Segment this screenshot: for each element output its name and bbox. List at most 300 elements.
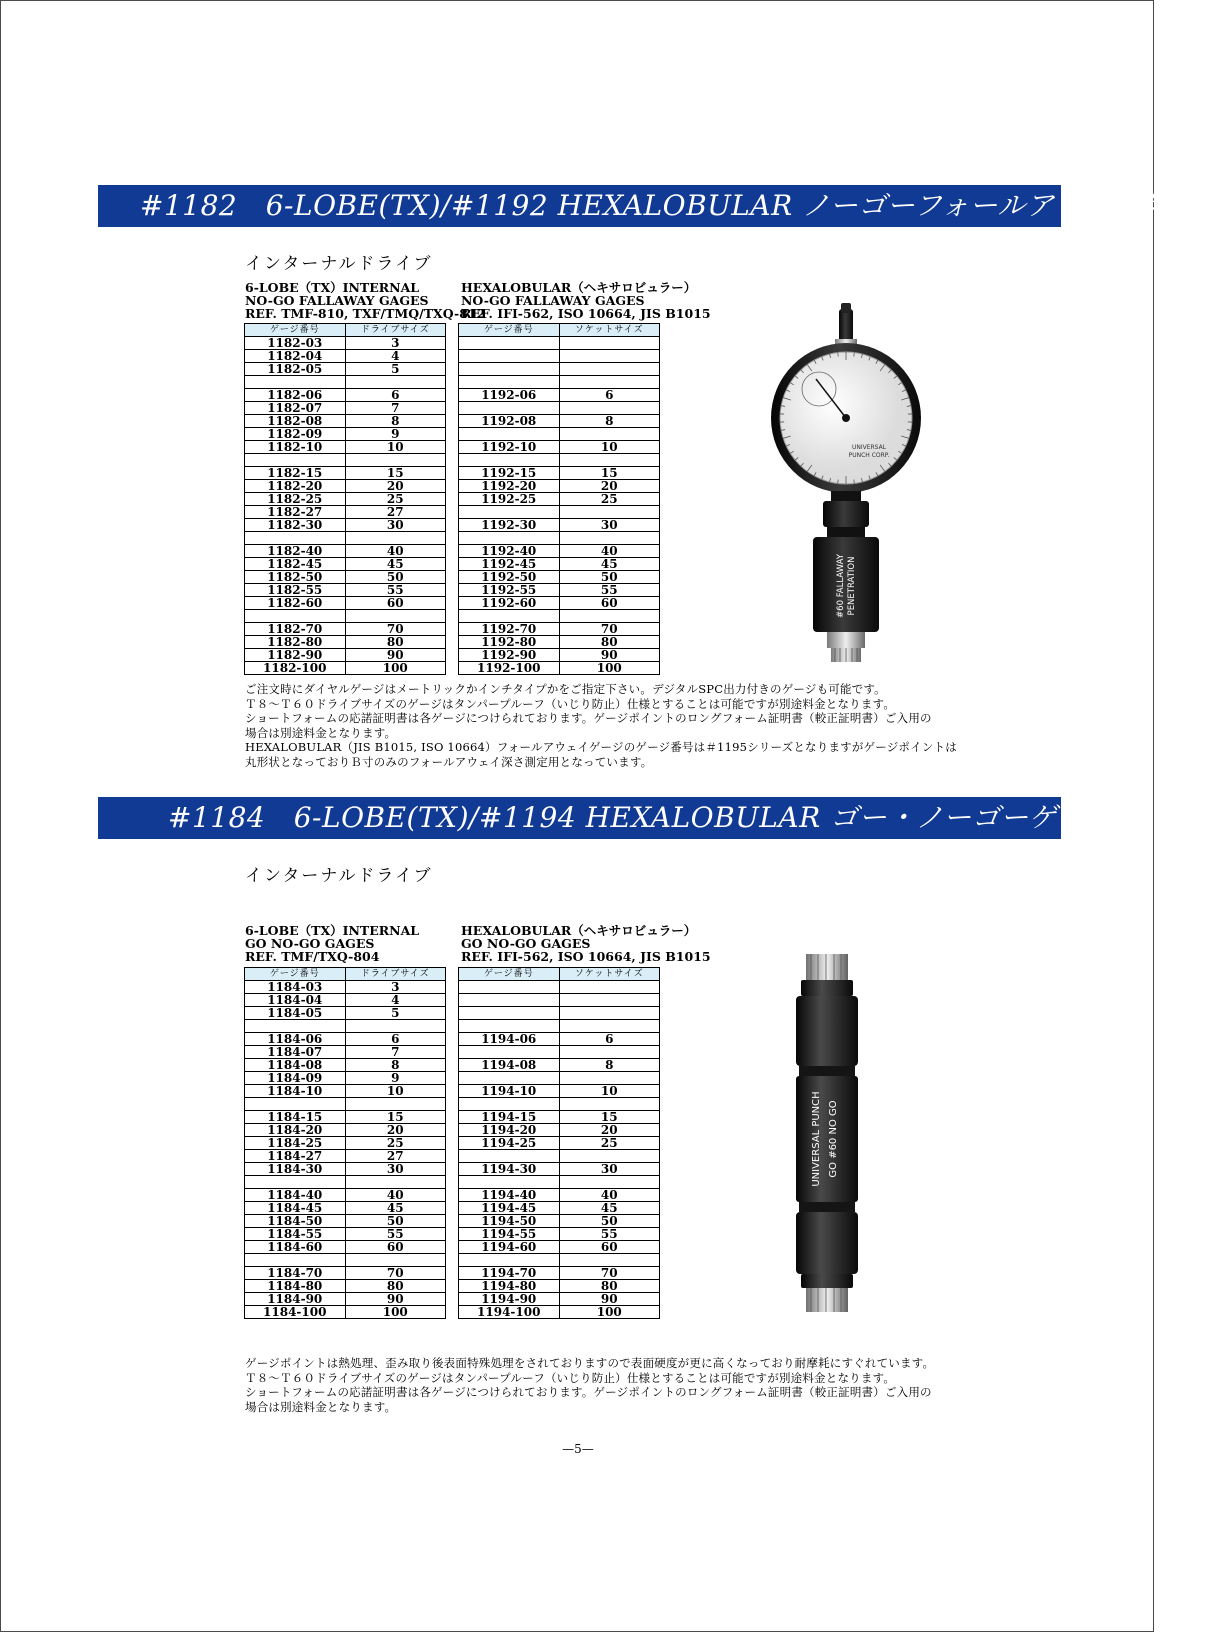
section1-right-header: [461, 281, 711, 320]
size-cell: 8: [559, 1059, 660, 1072]
table-row: [245, 1072, 446, 1085]
gauge-number-cell: 1184-07: [245, 1046, 346, 1059]
gauge-body-text2: PENETRATION: [847, 556, 857, 616]
size-cell: 80: [345, 636, 446, 649]
size-cell: [345, 376, 446, 389]
size-cell: 20: [345, 1124, 446, 1137]
size-cell: 45: [559, 1202, 660, 1215]
gauge-number-cell: 1182-06: [245, 389, 346, 402]
gauge-number-cell: [459, 337, 560, 350]
table-row: [459, 1280, 660, 1293]
table-header-row: [245, 324, 446, 337]
size-cell: [559, 506, 660, 519]
size-cell: 15: [559, 467, 660, 480]
size-cell: 4: [345, 350, 446, 363]
gauge-number-cell: 1182-07: [245, 402, 346, 415]
gauge-number-cell: 1194-25: [459, 1137, 560, 1150]
gauge-body-text2: GO #60 NO GO: [828, 1100, 839, 1178]
table-row: [245, 1020, 446, 1033]
size-cell: [559, 1046, 660, 1059]
gauge-number-cell: 1182-30: [245, 519, 346, 532]
size-cell: 9: [345, 1072, 446, 1085]
gauge-number-cell: 1194-70: [459, 1267, 560, 1280]
size-cell: 90: [559, 649, 660, 662]
size-cell: [559, 337, 660, 350]
gauge-number-cell: 1184-20: [245, 1124, 346, 1137]
size-cell: 4: [345, 994, 446, 1007]
table-row: [459, 480, 660, 493]
gauge-number-cell: 1182-90: [245, 649, 346, 662]
table-row: [245, 376, 446, 389]
gauge-number-cell: [459, 981, 560, 994]
size-cell: 30: [345, 519, 446, 532]
table-row: [245, 1033, 446, 1046]
size-cell: 90: [345, 649, 446, 662]
size-cell: 20: [559, 480, 660, 493]
table-row: [459, 376, 660, 389]
gauge-number-header: ゲージ番号: [459, 968, 560, 981]
table-row: [245, 1267, 446, 1280]
size-cell: [559, 454, 660, 467]
table-row: [245, 1241, 446, 1254]
gauge-number-cell: 1184-45: [245, 1202, 346, 1215]
table-row: [245, 994, 446, 1007]
table-row: [459, 1046, 660, 1059]
gauge-number-cell: [459, 363, 560, 376]
table-row: [459, 994, 660, 1007]
section1-subheading: インターナルドライブ: [245, 254, 433, 274]
size-cell: 50: [559, 1215, 660, 1228]
gauge-number-cell: [459, 610, 560, 623]
size-cell: 7: [345, 1046, 446, 1059]
table-row: [245, 1176, 446, 1189]
gauge-number-cell: [459, 1020, 560, 1033]
size-cell: [559, 981, 660, 994]
size-cell: 10: [559, 1085, 660, 1098]
table-row: [245, 532, 446, 545]
size-cell: 8: [345, 1059, 446, 1072]
gauge-number-cell: 1182-55: [245, 584, 346, 597]
table-row: [245, 981, 446, 994]
gauge-number-cell: 1192-45: [459, 558, 560, 571]
gauge-number-cell: [459, 350, 560, 363]
gauge-number-cell: [459, 506, 560, 519]
table-row: [459, 1189, 660, 1202]
gauge-number-cell: 1194-45: [459, 1202, 560, 1215]
size-cell: 70: [345, 623, 446, 636]
gauge-number-cell: 1184-10: [245, 1085, 346, 1098]
table-row: [459, 571, 660, 584]
table-row: [245, 480, 446, 493]
table-row: [459, 1007, 660, 1020]
section1-left-table: [244, 323, 446, 675]
size-cell: 10: [345, 1085, 446, 1098]
gauge-number-cell: 1194-55: [459, 1228, 560, 1241]
gauge-number-cell: 1192-50: [459, 571, 560, 584]
table-row: [459, 1202, 660, 1215]
size-cell: 50: [559, 571, 660, 584]
size-cell: 80: [559, 636, 660, 649]
table-row: [245, 649, 446, 662]
header-line: REF. IFI-562, ISO 10664, JIS B1015: [461, 306, 711, 321]
gauge-number-cell: 1192-70: [459, 623, 560, 636]
table-row: [459, 1137, 660, 1150]
gauge-number-cell: 1182-27: [245, 506, 346, 519]
header-line: NO-GO FALLAWAY GAGES: [245, 293, 429, 308]
size-cell: 45: [345, 1202, 446, 1215]
table-row: [459, 1059, 660, 1072]
gauge-number-cell: 1184-04: [245, 994, 346, 1007]
size-cell: 55: [559, 584, 660, 597]
size-cell: [345, 454, 446, 467]
gauge-number-cell: [459, 1072, 560, 1085]
table-row: [245, 402, 446, 415]
size-cell: 70: [559, 1267, 660, 1280]
table-row: [459, 532, 660, 545]
gauge-number-cell: 1182-03: [245, 337, 346, 350]
size-cell: 27: [345, 506, 446, 519]
size-cell: 40: [345, 1189, 446, 1202]
gauge-number-cell: [459, 532, 560, 545]
header-line: HEXALOBULAR（ヘキサロビュラー）: [461, 923, 697, 938]
note-line: ご注文時にダイヤルゲージはメートリックかインチタイプかをご指定下さい。デジタルSPC出力付きのゲージも可能です。: [245, 682, 886, 696]
table-header-row: [459, 968, 660, 981]
size-cell: [559, 994, 660, 1007]
gauge-number-cell: 1182-04: [245, 350, 346, 363]
section1-notes: [245, 682, 957, 769]
gauge-number-cell: [245, 1254, 346, 1267]
gauge-number-cell: [245, 610, 346, 623]
table-row: [245, 467, 446, 480]
table-row: [459, 350, 660, 363]
table-header-row: [245, 968, 446, 981]
size-cell: 30: [345, 1163, 446, 1176]
gauge-number-cell: 1184-60: [245, 1241, 346, 1254]
gauge-number-cell: [245, 532, 346, 545]
gauge-number-cell: [245, 1098, 346, 1111]
table-row: [459, 1215, 660, 1228]
size-cell: [345, 1254, 446, 1267]
gauge-number-cell: 1192-90: [459, 649, 560, 662]
gauge-number-cell: [245, 454, 346, 467]
table-row: [459, 337, 660, 350]
gauge-number-cell: 1184-80: [245, 1280, 346, 1293]
table-row: [459, 506, 660, 519]
size-cell: 20: [559, 1124, 660, 1137]
dial-brand-line1: UNIVERSAL: [851, 444, 887, 451]
size-cell: 6: [559, 389, 660, 402]
header-line: HEXALOBULAR（ヘキサロビュラー）: [461, 280, 697, 295]
note-line: ゲージポイントは熱処理、歪み取り後表面特殊処理をされておりますので表面硬度が更に高くなっており耐摩耗にすぐれています。: [245, 1356, 935, 1370]
size-cell: [559, 363, 660, 376]
size-cell: 70: [345, 1267, 446, 1280]
table-row: [245, 337, 446, 350]
size-cell: 5: [345, 363, 446, 376]
gauge-number-cell: [459, 994, 560, 1007]
gauge-number-cell: 1194-10: [459, 1085, 560, 1098]
gauge-number-cell: 1192-06: [459, 389, 560, 402]
size-cell: [559, 532, 660, 545]
size-cell: [559, 1098, 660, 1111]
gauge-number-cell: 1192-100: [459, 662, 560, 675]
note-line: ショートフォームの応諾証明書は各ゲージにつけられております。ゲージポイントのロングフォーム証明書（較正証明書）ご入用の: [245, 1385, 932, 1399]
size-cell: 25: [559, 1137, 660, 1150]
size-cell: 3: [345, 337, 446, 350]
size-cell: [559, 610, 660, 623]
gauge-number-cell: 1192-10: [459, 441, 560, 454]
gauge-number-cell: 1184-15: [245, 1111, 346, 1124]
size-cell: 100: [345, 662, 446, 675]
gauge-number-cell: [245, 1020, 346, 1033]
size-cell: 50: [345, 1215, 446, 1228]
section2-left-table: [244, 967, 446, 1319]
size-cell: [345, 532, 446, 545]
size-cell: 15: [345, 1111, 446, 1124]
gauge-number-cell: [459, 454, 560, 467]
gauge-number-cell: [245, 1176, 346, 1189]
size-cell: 25: [559, 493, 660, 506]
gauge-number-cell: [459, 1176, 560, 1189]
size-cell: 55: [345, 1228, 446, 1241]
table-row: [459, 1072, 660, 1085]
size-cell: 30: [559, 1163, 660, 1176]
table-row: [459, 1150, 660, 1163]
table-row: [459, 1163, 660, 1176]
gauge-number-cell: 1192-80: [459, 636, 560, 649]
table-row: [245, 1007, 446, 1020]
gauge-number-cell: 1192-25: [459, 493, 560, 506]
size-cell: 9: [345, 428, 446, 441]
gauge-number-cell: 1184-06: [245, 1033, 346, 1046]
size-cell: [559, 1020, 660, 1033]
size-cell: 45: [345, 558, 446, 571]
table-row: [459, 623, 660, 636]
note-line: Ｔ８～Ｔ６０ドライブサイズのゲージはタンパープルーフ（いじり防止）仕様とすることは可能ですが別途料金となります。: [245, 1370, 896, 1385]
size-cell: 90: [559, 1293, 660, 1306]
size-cell: 6: [345, 389, 446, 402]
gauge-number-cell: 1182-60: [245, 597, 346, 610]
size-cell: 60: [345, 1241, 446, 1254]
table-row: [459, 981, 660, 994]
table-row: [245, 636, 446, 649]
table-row: [245, 389, 446, 402]
table-row: [459, 1176, 660, 1189]
table-row: [245, 506, 446, 519]
gauge-number-cell: [459, 1098, 560, 1111]
table-row: [245, 1150, 446, 1163]
size-cell: 55: [559, 1228, 660, 1241]
gauge-number-header: ゲージ番号: [459, 324, 560, 337]
size-cell: 45: [559, 558, 660, 571]
size-cell: [345, 1020, 446, 1033]
table-row: [245, 441, 446, 454]
gauge-number-cell: 1184-08: [245, 1059, 346, 1072]
table-row: [245, 1137, 446, 1150]
table-row: [245, 1254, 446, 1267]
gauge-number-cell: 1184-27: [245, 1150, 346, 1163]
table-row: [459, 1020, 660, 1033]
gauge-number-cell: 1184-90: [245, 1293, 346, 1306]
table-row: [459, 1306, 660, 1319]
gauge-number-cell: 1192-30: [459, 519, 560, 532]
table-row: [459, 1254, 660, 1267]
section2-subheading: インターナルドライブ: [245, 866, 433, 886]
table-row: [245, 571, 446, 584]
table-row: [459, 662, 660, 675]
gauge-number-cell: [459, 376, 560, 389]
size-cell: 5: [345, 1007, 446, 1020]
size-header: ドライブサイズ: [345, 968, 446, 981]
gauge-number-cell: 1184-70: [245, 1267, 346, 1280]
table-row: [459, 584, 660, 597]
table-row: [459, 1111, 660, 1124]
gauge-number-cell: 1194-30: [459, 1163, 560, 1176]
gauge-number-cell: 1194-90: [459, 1293, 560, 1306]
table-row: [245, 1293, 446, 1306]
section2-left-header: [245, 924, 419, 963]
table-row: [459, 1293, 660, 1306]
table-row: [245, 1111, 446, 1124]
table-row: [245, 558, 446, 571]
gauge-number-cell: 1192-40: [459, 545, 560, 558]
header-line: REF. IFI-562, ISO 10664, JIS B1015: [461, 949, 711, 964]
gauge-number-cell: 1184-03: [245, 981, 346, 994]
gauge-number-cell: 1184-09: [245, 1072, 346, 1085]
gauge-number-cell: 1182-09: [245, 428, 346, 441]
gauge-body-text1: #60 FALLAWAY: [836, 554, 846, 618]
size-cell: 40: [559, 545, 660, 558]
gauge-number-cell: 1194-08: [459, 1059, 560, 1072]
section2-notes: [245, 1356, 934, 1414]
size-cell: 25: [345, 1137, 446, 1150]
gauge-number-cell: 1194-15: [459, 1111, 560, 1124]
size-cell: [559, 1072, 660, 1085]
gauge-number-cell: 1182-08: [245, 415, 346, 428]
size-cell: 8: [345, 415, 446, 428]
gauge-number-cell: 1194-80: [459, 1280, 560, 1293]
table-row: [459, 610, 660, 623]
size-cell: 15: [345, 467, 446, 480]
table-row: [459, 415, 660, 428]
table-row: [459, 363, 660, 376]
size-cell: 6: [559, 1033, 660, 1046]
gauge-number-cell: [459, 1150, 560, 1163]
table-row: [459, 519, 660, 532]
gauge-number-cell: 1184-30: [245, 1163, 346, 1176]
gauge-number-cell: 1182-15: [245, 467, 346, 480]
note-line: 丸形状となっておりＢ寸のみのフォールアウェイ深さ測定用となっています。: [245, 754, 653, 769]
gauge-number-cell: 1194-40: [459, 1189, 560, 1202]
size-cell: 40: [345, 545, 446, 558]
table-row: [245, 428, 446, 441]
table-row: [245, 1046, 446, 1059]
size-cell: 27: [345, 1150, 446, 1163]
table-row: [245, 493, 446, 506]
size-cell: 60: [559, 1241, 660, 1254]
size-header: ドライブサイズ: [345, 324, 446, 337]
header-line: REF. TMF-810, TXF/TMQ/TXQ-812: [245, 306, 486, 321]
table-row: [245, 1202, 446, 1215]
table-row: [245, 597, 446, 610]
table-row: [245, 1124, 446, 1137]
table-row: [459, 389, 660, 402]
dial-brand-line2: PUNCH CORP.: [848, 452, 890, 459]
gauge-number-cell: 1194-06: [459, 1033, 560, 1046]
size-cell: 100: [559, 1306, 660, 1319]
gauge-number-cell: 1182-100: [245, 662, 346, 675]
size-cell: 55: [345, 584, 446, 597]
gauge-number-cell: 1192-08: [459, 415, 560, 428]
dial-tick: [854, 480, 855, 484]
size-header: ソケットサイズ: [559, 324, 660, 337]
table-row: [245, 662, 446, 675]
table-row: [245, 1085, 446, 1098]
table-row: [459, 1241, 660, 1254]
size-header: ソケットサイズ: [559, 968, 660, 981]
size-cell: [559, 350, 660, 363]
size-cell: [559, 402, 660, 415]
size-cell: [345, 1176, 446, 1189]
gauge-number-cell: 1182-20: [245, 480, 346, 493]
size-cell: 25: [345, 493, 446, 506]
size-cell: 40: [559, 1189, 660, 1202]
gauge-number-cell: 1182-45: [245, 558, 346, 571]
table-row: [245, 623, 446, 636]
table-row: [245, 1280, 446, 1293]
table-row: [459, 493, 660, 506]
size-cell: [345, 1098, 446, 1111]
size-cell: 60: [345, 597, 446, 610]
table-row: [459, 454, 660, 467]
go-nogo-gauge-photo: [791, 946, 881, 1316]
gauge-number-cell: 1184-100: [245, 1306, 346, 1319]
size-cell: [559, 376, 660, 389]
gauge-number-cell: 1194-50: [459, 1215, 560, 1228]
size-cell: [345, 610, 446, 623]
gauge-number-cell: 1192-15: [459, 467, 560, 480]
size-cell: 80: [345, 1280, 446, 1293]
size-cell: 50: [345, 571, 446, 584]
table-row: [245, 1189, 446, 1202]
size-cell: 10: [559, 441, 660, 454]
gauge-number-header: ゲージ番号: [245, 968, 346, 981]
table-row: [459, 1033, 660, 1046]
gauge-number-cell: 1182-40: [245, 545, 346, 558]
size-cell: 3: [345, 981, 446, 994]
size-cell: 7: [345, 402, 446, 415]
header-line: 6-LOBE（TX）INTERNAL: [245, 280, 420, 295]
table-row: [459, 558, 660, 571]
size-cell: [559, 1176, 660, 1189]
gauge-number-cell: [459, 1007, 560, 1020]
table-row: [459, 1085, 660, 1098]
note-line: HEXALOBULAR（JIS B1015, ISO 10664）フォールアウェイゲージのゲージ番号は＃1195シリーズとなりますがゲージポイントは: [245, 740, 957, 754]
gauge-number-cell: 1184-50: [245, 1215, 346, 1228]
size-cell: [559, 1150, 660, 1163]
gauge-number-cell: [459, 1254, 560, 1267]
gauge-number-cell: 1184-40: [245, 1189, 346, 1202]
section1-banner: #1182 6-LOBE(TX)/#1192 HEXALOBULAR ノーゴーフォールアウェイゲージ: [98, 185, 1061, 227]
section1-left-header: [245, 281, 485, 320]
size-cell: 80: [559, 1280, 660, 1293]
dial-gauge-photo: [761, 301, 931, 671]
gauge-number-cell: 1182-05: [245, 363, 346, 376]
gauge-number-cell: 1192-20: [459, 480, 560, 493]
table-row: [245, 545, 446, 558]
table-row: [245, 415, 446, 428]
size-cell: [559, 428, 660, 441]
section1-right-table: [458, 323, 660, 675]
